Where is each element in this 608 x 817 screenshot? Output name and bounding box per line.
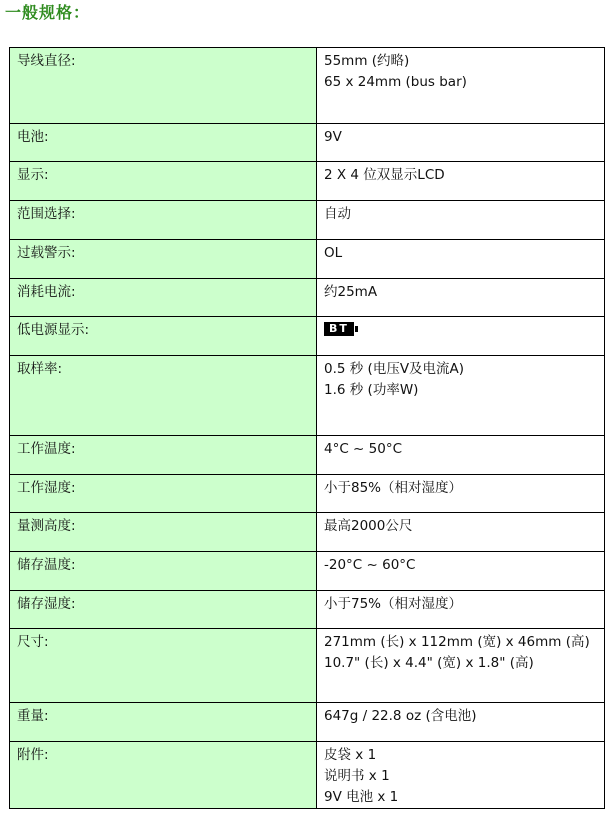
spec-label: 储存温度:: [17, 557, 76, 573]
spec-value-cell: [317, 240, 605, 279]
spec-row: [10, 591, 605, 629]
spec-label-cell: [10, 124, 317, 162]
spec-row: [10, 356, 605, 436]
spec-row: [10, 552, 605, 591]
spec-value-line: 10.7" (长) x 4.4" (宽) x 1.8" (高): [324, 655, 534, 671]
spec-value-line: 皮袋 x 1: [324, 747, 377, 763]
spec-value-line: 说明书 x 1: [324, 768, 390, 784]
low-battery-icon: BT: [324, 322, 354, 336]
spec-label: 取样率:: [17, 361, 63, 377]
spec-value-line: -20°C ~ 60°C: [324, 557, 416, 573]
spec-label: 工作温度:: [17, 441, 76, 457]
spec-label: 范围选择:: [17, 206, 76, 222]
spec-value-line: 1.6 秒 (功率W): [324, 382, 419, 398]
spec-value-cell: [317, 552, 605, 591]
spec-row: [10, 742, 605, 809]
spec-value-line: 小于75%（相对湿度）: [324, 596, 463, 612]
spec-row: [10, 703, 605, 742]
spec-label-cell: [10, 317, 317, 356]
spec-value-cell: [317, 356, 605, 436]
spec-label-cell: [10, 552, 317, 591]
spec-row: [10, 201, 605, 240]
spec-label: 电池:: [17, 129, 49, 145]
spec-label-cell: [10, 436, 317, 475]
spec-label-cell: [10, 279, 317, 317]
spec-row: [10, 317, 605, 356]
spec-label-cell: [10, 703, 317, 742]
spec-label: 消耗电流:: [17, 284, 76, 300]
spec-value-line: 0.5 秒 (电压V及电流A): [324, 361, 465, 377]
spec-value-cell: [317, 513, 605, 552]
spec-label-cell: [10, 629, 317, 703]
spec-value-cell: [317, 124, 605, 162]
spec-label-cell: [10, 201, 317, 240]
spec-row: [10, 279, 605, 317]
spec-label: 重量:: [17, 708, 49, 724]
spec-label-cell: [10, 742, 317, 809]
spec-value-line: 4°C ~ 50°C: [324, 441, 403, 457]
spec-row: [10, 436, 605, 475]
spec-value-cell: [317, 162, 605, 201]
spec-label: 低电源显示:: [17, 322, 90, 338]
spec-label: 导线直径:: [17, 53, 76, 69]
spec-value-line: 2 X 4 位双显示LCD: [324, 167, 445, 183]
spec-row: [10, 124, 605, 162]
spec-value-cell: [317, 742, 605, 809]
spec-label-cell: [10, 475, 317, 513]
spec-value-line: 小于85%（相对湿度）: [324, 480, 463, 496]
spec-label-cell: [10, 591, 317, 629]
spec-label-cell: [10, 356, 317, 436]
spec-value-line: 65 x 24mm (bus bar): [324, 74, 467, 90]
spec-value-cell: [317, 48, 605, 124]
spec-label-cell: [10, 162, 317, 201]
spec-value-cell: [317, 317, 605, 356]
spec-value-line: 647g / 22.8 oz (含电池): [324, 708, 477, 724]
spec-value-cell: [317, 279, 605, 317]
section-heading: 一般规格：: [5, 3, 91, 22]
spec-label-cell: [10, 48, 317, 124]
spec-label: 尺寸:: [17, 634, 49, 650]
spec-label: 附件:: [17, 747, 49, 763]
spec-value-cell: [317, 629, 605, 703]
spec-row: [10, 513, 605, 552]
spec-label-cell: [10, 513, 317, 552]
spec-row: [10, 475, 605, 513]
spec-value-cell: [317, 475, 605, 513]
spec-value-cell: [317, 703, 605, 742]
spec-value-line: 约25mA: [324, 284, 378, 300]
spec-value-line: 9V 电池 x 1: [324, 789, 399, 805]
spec-row: [10, 162, 605, 201]
spec-label-cell: [10, 240, 317, 279]
spec-value-line: 55mm (约略): [324, 53, 410, 69]
spec-value-cell: [317, 436, 605, 475]
spec-row: [10, 240, 605, 279]
spec-value-line: 271mm (长) x 112mm (宽) x 46mm (高): [324, 634, 590, 650]
spec-value-cell: [317, 591, 605, 629]
spec-label: 过载警示:: [17, 245, 76, 261]
spec-label: 储存湿度:: [17, 596, 76, 612]
spec-label: 显示:: [17, 167, 49, 183]
spec-table: [9, 47, 605, 809]
spec-row: [10, 629, 605, 703]
spec-row: [10, 48, 605, 124]
spec-value-cell: [317, 201, 605, 240]
spec-value-line: 自动: [324, 206, 351, 222]
spec-label: 工作湿度:: [17, 480, 76, 496]
spec-value-line: OL: [324, 245, 343, 261]
spec-label: 量测高度:: [17, 518, 76, 534]
spec-value-line: 最高2000公尺: [324, 518, 413, 534]
spec-value-line: 9V: [324, 129, 342, 145]
